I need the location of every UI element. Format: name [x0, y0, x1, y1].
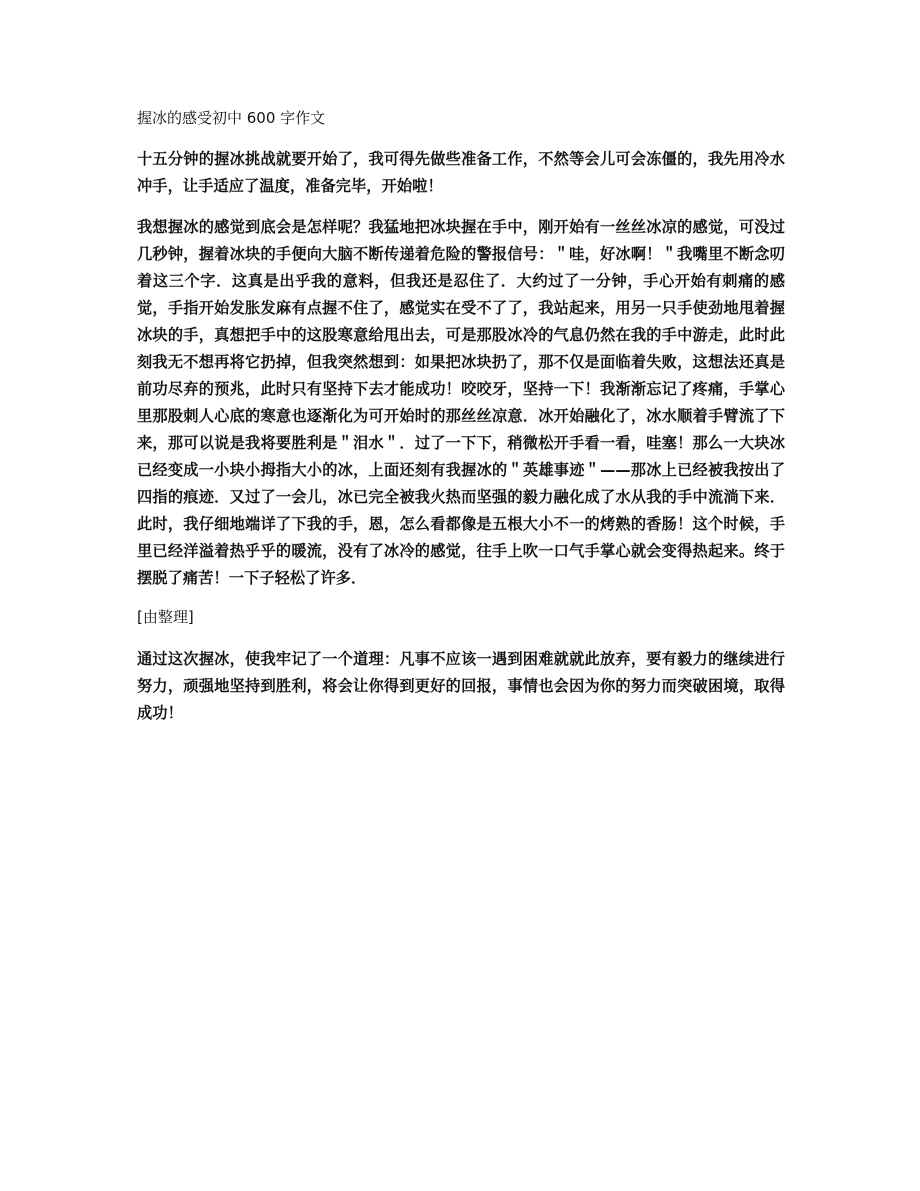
paragraph-conclusion: 通过这次握冰，使我牢记了一个道理：凡事不应该一遇到困难就就此放弃，要有毅力的继续进行努力，顽强地坚持到胜利，将会让你得到更好的回报，事情也会因为你的努力而突破困境，取得成功！ [137, 650, 785, 722]
paragraph-body: 我想握冰的感觉到底会是怎样呢？我猛地把冰块握在手中，刚开始有一丝丝冰凉的感觉，可没过几秒钟，握着冰块的手便向大脑不断传递着危险的警报信号：＂哇，好冰啊！＂我嘴里不断念叨着这三个字．这真是出乎我的意料，但我还是忍住了．大约过了一分钟，手心开始有刺痛的感觉，手指开始发胀发麻有点握不住了，感觉实在受不了了，我站起来，用另一只手使劲地甩着握冰块的手，真想把手中的这股寒意给甩出去，可是那股冰冷的气息仍然在我的手中游走，此时此刻我无不想再将它扔掉，但我突然想到：如果把冰块扔了，那不仅是面临着失败，这想法还真是前功尽弃的预兆，此时只有坚持下去才能成功！咬咬牙，坚持一下！我渐渐忘记了疼痛，手掌心里那股刺人心底的寒意也逐渐化为可开始时的那丝丝凉意．冰开始融化了，冰水顺着手臂流了下来，那可以说是我将要胜利是＂泪水＂．过了一下下，稍微松开手看一看，哇塞！那么一大块冰已经变成一小块小拇指大小的冰，上面还刻有我握冰的＂英雄事迹＂——那冰上已经被我按出了四指的痕迹．又过了一会儿，冰已完全被我火热而坚强的毅力融化成了水从我的手中流淌下来．此时，我仔细地端详了下我的手，恩，怎么看都像是五根大小不一的烤熟的香肠！这个时候，手里已经洋溢着热乎乎的暖流，没有了冰冷的感觉，往手上吹一口气手掌心就会变得热起来。终于摆脱了痛苦！一下子轻松了许多． [137, 218, 785, 587]
paragraph-intro: 十五分钟的握冰挑战就要开始了，我可得先做些准备工作，不然等会儿可会冻僵的，我先用冷水冲手，让手适应了温度，准备完毕，开始啦！ [137, 150, 785, 195]
document-title: 握冰的感受初中 600 字作文 [137, 109, 326, 127]
source-note: [由整理] [137, 608, 194, 626]
